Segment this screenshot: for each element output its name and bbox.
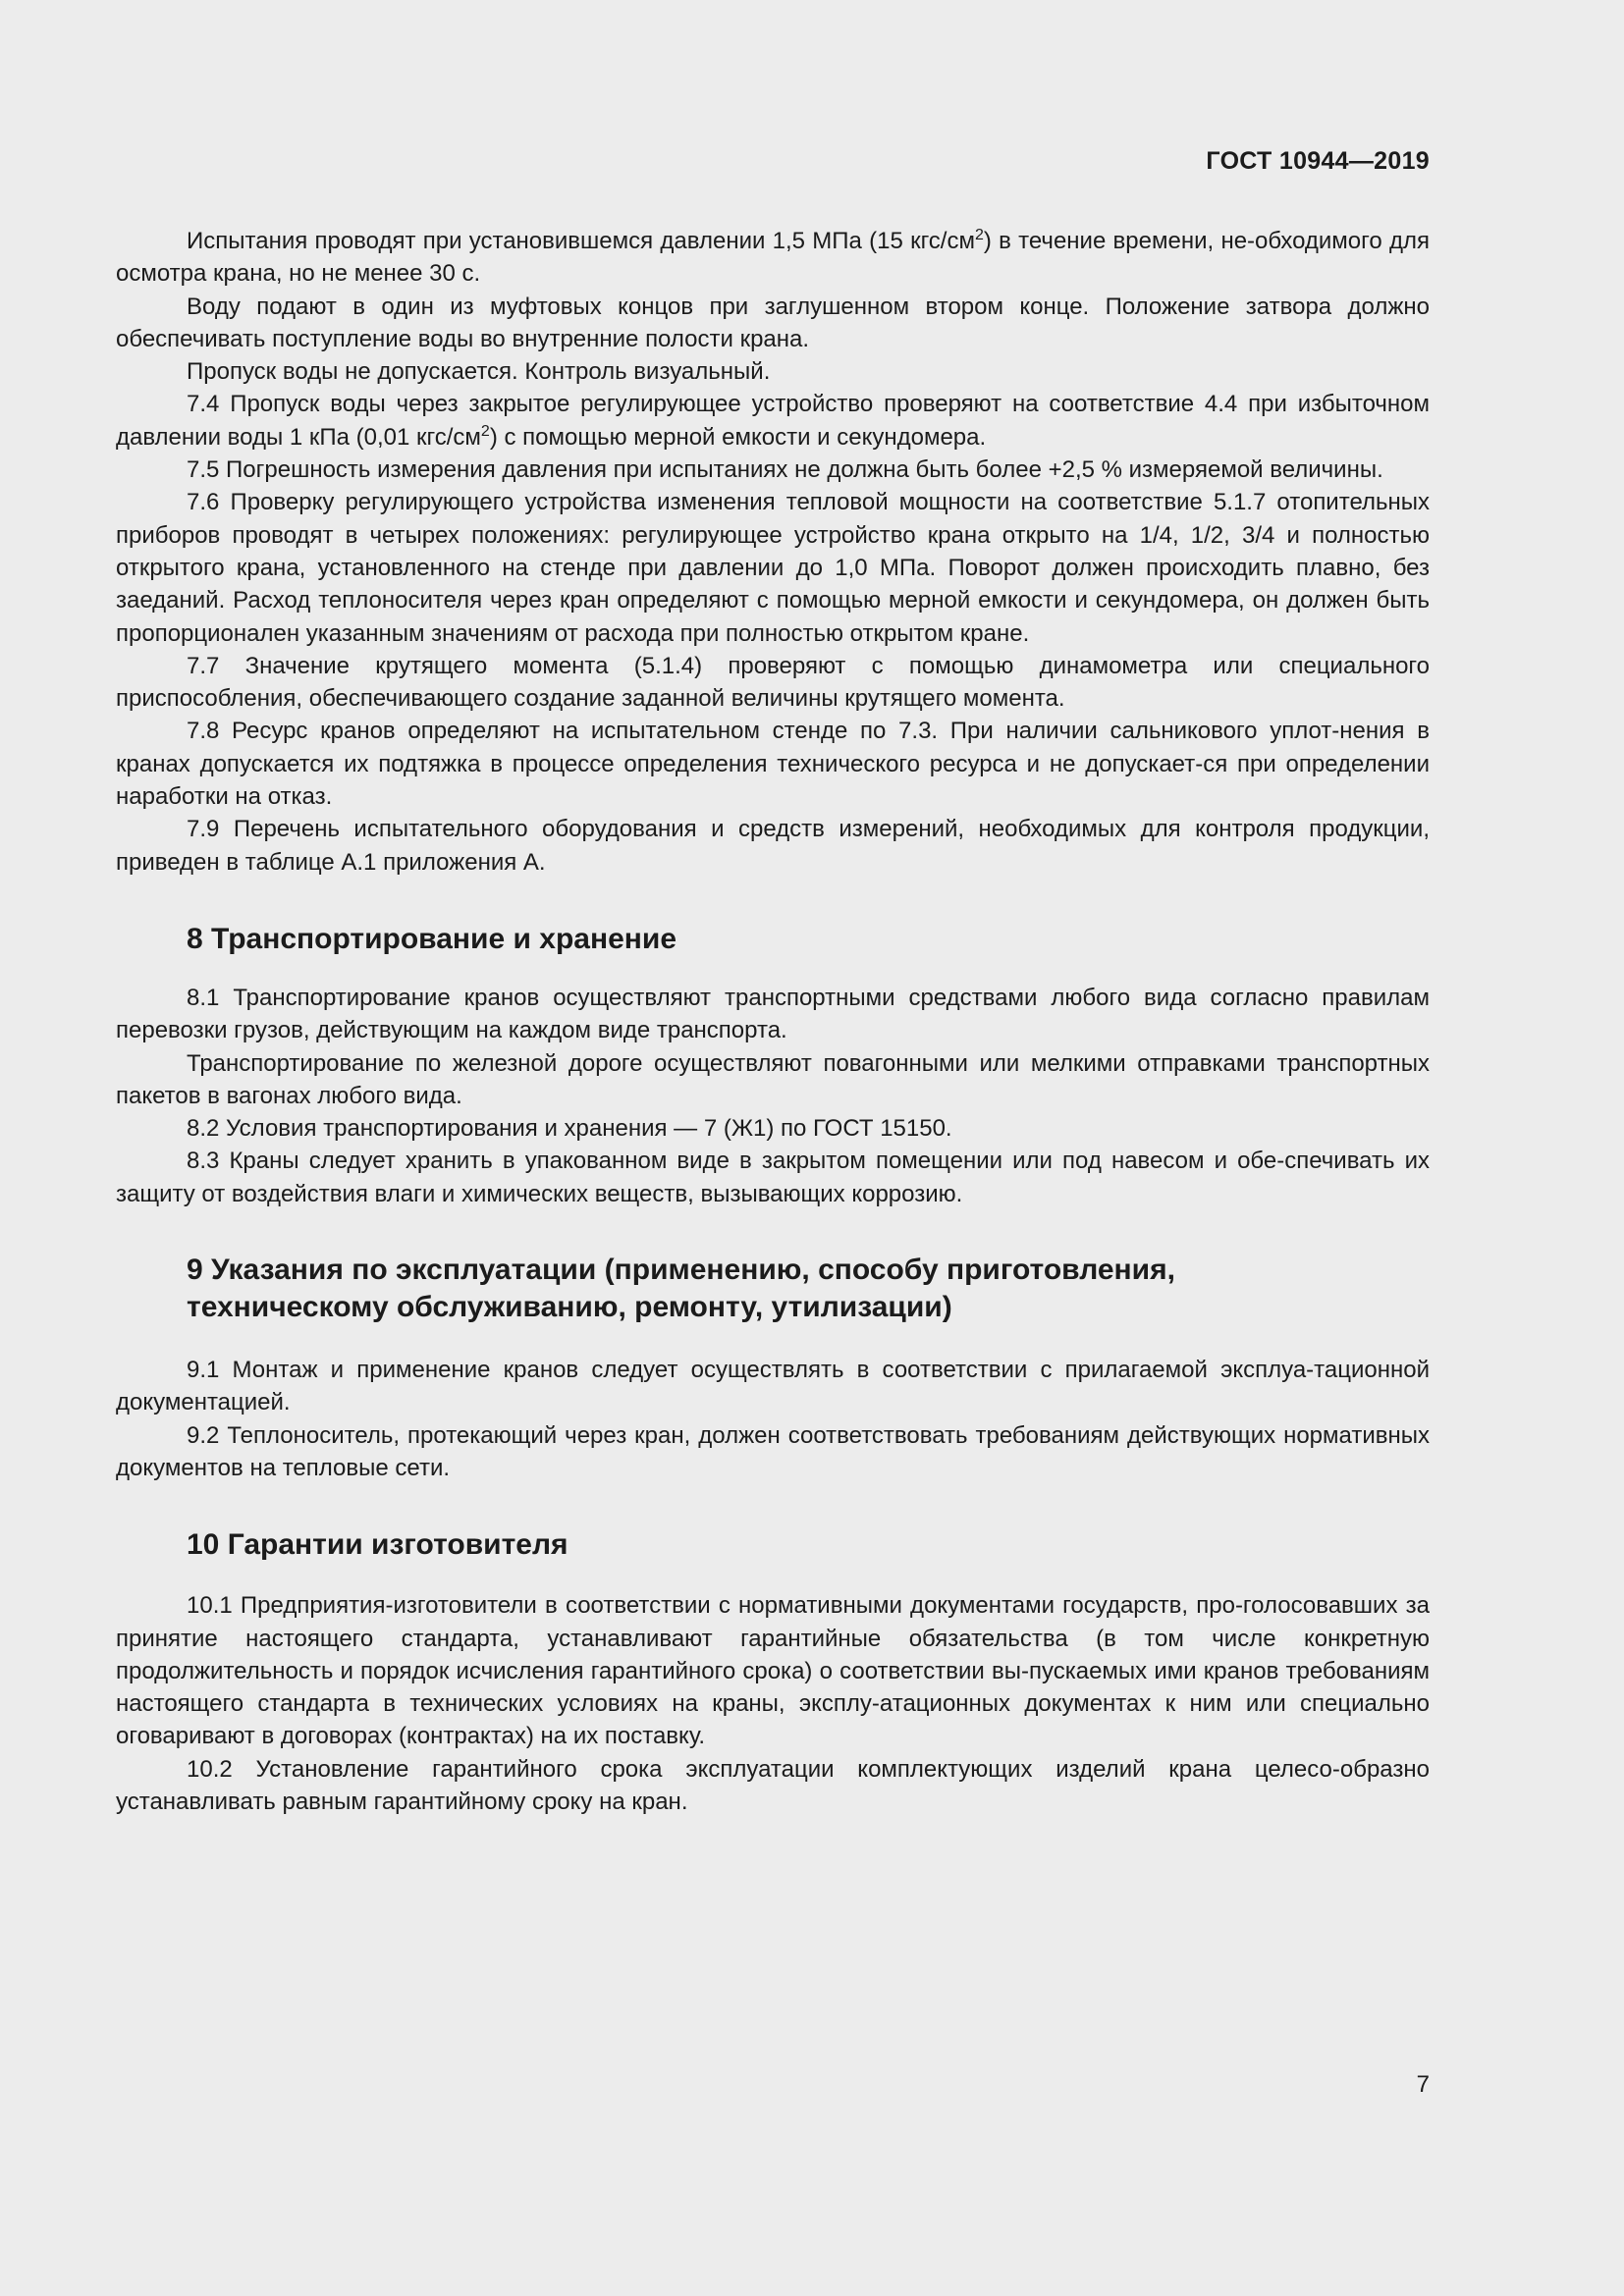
section-heading-9: 9 Указания по эксплуатации (применению, способу приготовления, техническому обслуживанию, ремонту, утилизации) xyxy=(187,1254,1175,1324)
paragraph-9-2: 9.2 Теплоноситель, протекающий через кран, должен соответствовать требованиям действующих нормативных документов на тепловые сети. xyxy=(116,1421,1430,1481)
paragraph-8-3: 8.3 Краны следует хранить в упакованном виде в закрытом помещении или под навесом и обе-спечивать их защиту от воздействия влаги и химических веществ, вызывающих коррозию. xyxy=(116,1148,1430,1207)
document-body xyxy=(116,225,1430,1818)
paragraph-7-8: 7.8 Ресурс кранов определяют на испытательном стенде по 7.3. При наличии сальникового уплот-нения в кранах допускается их подтяжка в процессе определения технического ресурса и не допускает-ся при определении наработки на отказ. xyxy=(116,718,1430,811)
paragraph-7-4: 7.4 Пропуск воды через закрытое регулирующее устройство проверяют на соответствие 4.4 при избыточном давлении воды 1 кПа (0,01 кгс/$см^2$) с помощью мерной емкости и секундомера. xyxy=(116,391,1430,451)
paragraph-9-1: 9.1 Монтаж и применение кранов следует осуществлять в соответствии с прилагаемой эксплуа-тационной документацией. xyxy=(116,1357,1430,1416)
paragraph-10-1: 10.1 Предприятия-изготовители в соответствии с нормативными документами государств, про-голосовавших за принятие настоящего стандарта, устанавливают гарантийные обязательства (в том числе конкретную продолжительность и порядок исчисления гарантийного срока) о соответствии вы-пускаемых ими кранов требованиям настоящего стандарта в технических условиях на краны, эксплу-атационных документах к ним или специально оговаривают в договорах (контрактах) на их поставку. xyxy=(116,1592,1430,1750)
paragraph-no-leak: Пропуск воды не допускается. Контроль визуальный. xyxy=(187,358,771,386)
document-code: ГОСТ 10944—2019 xyxy=(1206,147,1430,175)
section-heading-10: 10 Гарантии изготовителя xyxy=(187,1528,568,1562)
paragraph-7-5: 7.5 Погрешность измерения давления при испытаниях не должна быть более +2,5 % измеряемой величины. xyxy=(187,456,1383,484)
paragraph-test-pressure: Испытания проводят при установившемся давлении 1,5 МПа (15 кгс/$см^2$) в течение времени, не-обходимого для осмотра крана, но не менее 30 с. xyxy=(116,227,1430,288)
paragraph-water-supply: Воду подают в один из муфтовых концов при заглушенном втором конце. Положение затвора должно обеспечивать поступление воды во внутренние полости крана. xyxy=(116,293,1430,352)
paragraph-10-2: 10.2 Установление гарантийного срока эксплуатации комплектующих изделий крана целесо-образно устанавливать равным гарантийному сроку на кран. xyxy=(116,1755,1430,1815)
paragraph-8-1: 8.1 Транспортирование кранов осуществляют транспортными средствами любого вида согласно правилам перевозки грузов, действующим на каждом виде транспорта. xyxy=(116,984,1430,1044)
paragraph-rail-transport: Транспортирование по железной дороге осуществляют повагонными или мелкими отправками транспортных пакетов в вагонах любого вида. xyxy=(116,1049,1430,1109)
paragraph-7-7: 7.7 Значение крутящего момента (5.1.4) проверяют с помощью динамометра или специального приспособления, обеспечивающего создание заданной величины крутящего момента. xyxy=(116,652,1430,713)
page-number: 7 xyxy=(1416,2071,1430,2098)
paragraph-8-2: 8.2 Условия транспортирования и хранения — 7 (Ж1) по ГОСТ 15150. xyxy=(187,1115,952,1143)
section-heading-8: 8 Транспортирование и хранение xyxy=(187,922,677,955)
paragraph-7-9: 7.9 Перечень испытательного оборудования и средств измерений, необходимых для контроля продукции, приведен в таблице А.1 приложения А. xyxy=(116,816,1430,876)
paragraph-7-6: 7.6 Проверку регулирующего устройства изменения тепловой мощности на соответствие 5.1.7 отопительных приборов проводят в четырех положениях: регулирующее устройство крана открыто на 1/4, 1/2, 3/4 и полностью открытого крана, установленного на стенде при давлении до 1,0 МПа. Поворот должен происходить плавно, без заеданий. Расход теплоносителя через кран определяют с помощью мерной емкости и секундомера, он должен быть пропорционален указанным значениям от расхода при полностью открытом кране. xyxy=(116,489,1430,647)
